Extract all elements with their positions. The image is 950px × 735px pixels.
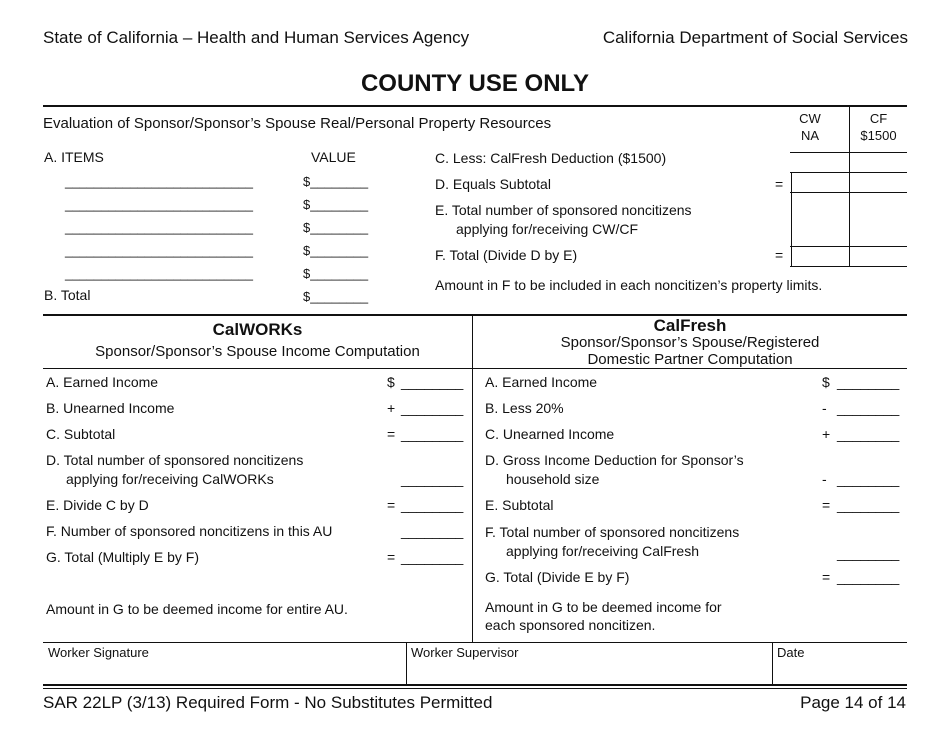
value-blank[interactable]: $________ <box>303 197 369 212</box>
row-symbol: + <box>387 400 396 416</box>
page-title: COUNTY USE ONLY <box>360 70 590 97</box>
calfresh-row-d-cont: household size <box>506 471 600 487</box>
row-symbol: = <box>822 497 831 513</box>
line-e: E. Total number of sponsored noncitizens <box>435 202 692 218</box>
calfresh-row-f-cont: applying for/receiving CalFresh <box>506 543 699 559</box>
calworks-row-f: F. Number of sponsored noncitizens in this AU <box>46 523 333 539</box>
row-symbol: - <box>822 400 827 416</box>
calfresh-row-f: F. Total number of sponsored noncitizens <box>485 524 740 540</box>
calworks-blank-f[interactable]: ________ <box>401 523 464 539</box>
row-symbol: = <box>387 426 396 442</box>
calfresh-note: Amount in G to be deemed income for <box>485 599 722 615</box>
agency-name: State of California – Health and Human Services Agency <box>43 28 470 47</box>
date-field[interactable]: Date <box>777 645 805 660</box>
item-blank[interactable]: __________________________ <box>65 197 253 212</box>
divider <box>43 105 907 107</box>
line-f: F. Total (Divide D by E) <box>435 247 578 263</box>
value-blank[interactable]: $________ <box>303 266 369 281</box>
calfresh-row-c: C. Unearned Income <box>485 426 615 442</box>
total-value-blank[interactable]: $________ <box>303 289 369 304</box>
worker-supervisor-field[interactable]: Worker Supervisor <box>411 645 519 660</box>
calfresh-blank-a[interactable]: ________ <box>837 374 900 390</box>
row-symbol: $ <box>822 374 830 390</box>
cf-header: CF $1500 <box>860 111 897 143</box>
row-symbol: = <box>822 569 831 585</box>
divider <box>791 172 792 266</box>
form-id: SAR 22LP (3/13) Required Form - No Substitutes Permitted <box>43 693 493 712</box>
value-blank[interactable]: $________ <box>303 220 369 235</box>
divider <box>406 642 407 684</box>
cw-na-header: CW NA <box>799 111 821 143</box>
calworks-row-a: A. Earned Income <box>46 374 159 390</box>
divider <box>43 688 907 689</box>
property-heading: Evaluation of Sponsor/Sponsor’s Spouse Real/Personal Property Resources <box>43 115 552 132</box>
worker-signature-field[interactable]: Worker Signature <box>48 645 149 660</box>
row-symbol: = <box>387 497 396 513</box>
calfresh-blank-f[interactable]: ________ <box>837 545 900 561</box>
value-label: VALUE <box>311 149 356 165</box>
calfresh-blank-g[interactable]: ________ <box>837 569 900 585</box>
calworks-blank-g[interactable]: ________ <box>401 549 464 565</box>
page-number: Page 14 of 14 <box>800 693 906 712</box>
calfresh-row-g: G. Total (Divide E by F) <box>485 569 630 585</box>
row-symbol: $ <box>387 374 395 390</box>
item-blank[interactable]: __________________________ <box>65 220 253 235</box>
calworks-row-d: D. Total number of sponsored noncitizens <box>46 452 304 468</box>
divider <box>790 172 907 173</box>
equals-sign: = <box>775 176 784 192</box>
calfresh-note-cont: each sponsored noncitizen. <box>485 617 656 633</box>
line-d: D. Equals Subtotal <box>435 176 551 192</box>
calworks-row-d-cont: applying for/receiving CalWORKs <box>66 471 274 487</box>
divider <box>790 246 907 247</box>
value-blank[interactable]: $________ <box>303 243 369 258</box>
calworks-blank-b[interactable]: ________ <box>401 400 464 416</box>
calfresh-blank-e[interactable]: ________ <box>837 497 900 513</box>
calfresh-subtitle: Sponsor/Sponsor’s Spouse/Registered <box>560 334 820 351</box>
divider <box>790 266 907 267</box>
items-label: A. ITEMS <box>44 149 104 165</box>
calworks-row-g: G. Total (Multiply E by F) <box>46 549 200 565</box>
calfresh-subtitle-cont: Domestic Partner Computation <box>587 351 793 368</box>
calfresh-blank-c[interactable]: ________ <box>837 426 900 442</box>
row-symbol: - <box>822 471 827 487</box>
calfresh-row-b: B. Less 20% <box>485 400 564 416</box>
calworks-blank-d[interactable]: ________ <box>401 471 464 487</box>
calworks-blank-a[interactable]: ________ <box>401 374 464 390</box>
department-name: California Department of Social Services <box>602 28 908 47</box>
value-blank[interactable]: $________ <box>303 174 369 189</box>
row-symbol: = <box>387 549 396 565</box>
divider <box>790 192 907 193</box>
calworks-row-b: B. Unearned Income <box>46 400 175 416</box>
divider <box>772 642 773 684</box>
row-symbol: + <box>822 426 831 442</box>
calworks-note: Amount in G to be deemed income for entire AU. <box>46 601 348 617</box>
calfresh-row-e: E. Subtotal <box>485 497 554 513</box>
calworks-blank-c[interactable]: ________ <box>401 426 464 442</box>
divider <box>43 684 907 686</box>
item-blank[interactable]: __________________________ <box>65 266 253 281</box>
calfresh-row-d: D. Gross Income Deduction for Sponsor’s <box>485 452 744 468</box>
calworks-title: CalWORKs <box>212 320 303 339</box>
total-label: B. Total <box>44 287 91 303</box>
calworks-blank-e[interactable]: ________ <box>401 497 464 513</box>
calfresh-blank-b[interactable]: ________ <box>837 400 900 416</box>
property-note: Amount in F to be included in each noncitizen’s property limits. <box>435 277 823 293</box>
divider <box>790 152 907 153</box>
line-c: C. Less: CalFresh Deduction ($1500) <box>435 150 667 166</box>
divider <box>43 368 907 369</box>
calfresh-title: CalFresh <box>653 316 727 335</box>
calworks-row-e: E. Divide C by D <box>46 497 149 513</box>
equals-sign: = <box>775 247 784 263</box>
item-blank[interactable]: __________________________ <box>65 174 253 189</box>
calfresh-row-a: A. Earned Income <box>485 374 598 390</box>
calfresh-blank-d[interactable]: ________ <box>837 471 900 487</box>
divider <box>43 642 907 643</box>
line-e-cont: applying for/receiving CW/CF <box>456 221 639 237</box>
calworks-subtitle: Sponsor/Sponsor’s Spouse Income Computation <box>95 343 420 360</box>
item-blank[interactable]: __________________________ <box>65 243 253 258</box>
calworks-row-c: C. Subtotal <box>46 426 116 442</box>
